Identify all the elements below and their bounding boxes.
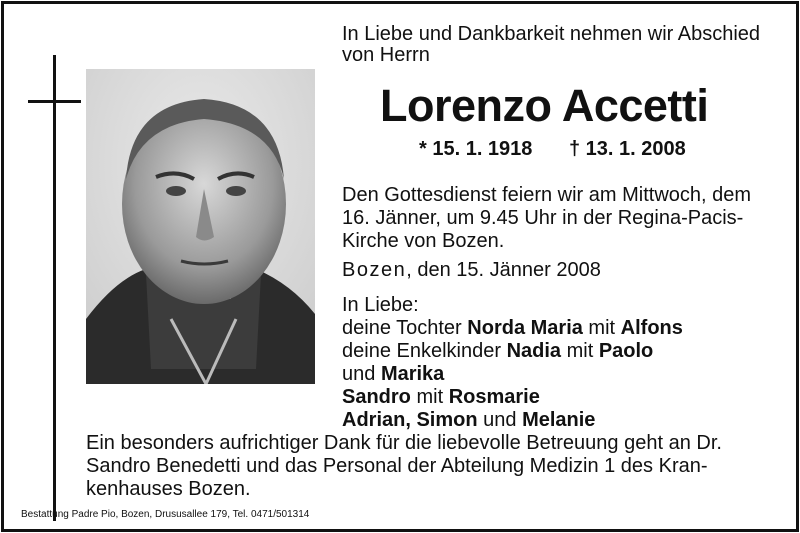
- mourner-name: Nadia: [506, 340, 562, 362]
- mourner-text: mit: [582, 317, 621, 339]
- mourner-name: Sandro: [342, 386, 411, 408]
- portrait-photo: [86, 69, 315, 384]
- mourner-name: Alfons: [620, 317, 683, 339]
- mourner-name: Marika: [380, 363, 445, 385]
- mourner-text: und: [342, 363, 381, 385]
- cross-icon-bar: [28, 100, 81, 103]
- funeral-home-footer: Bestattung Padre Pio, Bozen, Drususallee 179, Tel. 0471/501314: [21, 509, 310, 520]
- thanks-line-2: Sandro Benedetti und das Personal der Abteilung Medizin 1 des Kran-: [86, 455, 708, 477]
- mourner-line-2: [342, 339, 653, 363]
- mourner-text: deine Enkelkinder: [342, 340, 507, 362]
- mourner-line-4: [342, 385, 540, 409]
- mourner-line-5: [342, 408, 595, 432]
- mourner-text: und: [477, 409, 523, 431]
- mourner-line-1: [342, 316, 683, 340]
- cross-icon: [53, 55, 56, 521]
- mourner-name: Norda Maria: [467, 317, 583, 339]
- service-line-1: Den Gottesdienst feiern wir am Mittwoch, dem: [342, 184, 752, 206]
- in-liebe: In Liebe:: [342, 294, 419, 316]
- service-line-3: Kirche von Bozen.: [342, 230, 505, 252]
- death-date: † 13. 1. 2008: [569, 138, 686, 160]
- place: Bozen: [342, 259, 407, 281]
- mourner-text: mit: [561, 340, 599, 362]
- mourner-text: deine Tochter: [342, 317, 468, 339]
- mourner-text: mit: [410, 386, 449, 408]
- intro-line-2: von Herrn: [342, 44, 430, 66]
- deceased-name: Lorenzo Accetti: [380, 80, 709, 131]
- birth-date: * 15. 1. 1918: [419, 138, 533, 160]
- thanks-line-3: kenhauses Bozen.: [86, 478, 251, 500]
- place-date: [342, 258, 601, 282]
- mourner-name: Paolo: [598, 340, 654, 362]
- mourner-name: Adrian, Simon: [342, 409, 478, 431]
- service-line-2: 16. Jänner, um 9.45 Uhr in der Regina-Pacis-: [342, 207, 744, 229]
- intro-line-1: In Liebe und Dankbarkeit nehmen wir Abschied: [342, 23, 761, 45]
- mourner-name: Melanie: [522, 409, 596, 431]
- date: , den 15. Jänner 2008: [406, 259, 601, 281]
- thanks-line-1: Ein besonders aufrichtiger Dank für die liebevolle Betreuung geht an Dr.: [86, 432, 722, 454]
- mourner-line-3: [342, 362, 444, 386]
- mourner-name: Rosmarie: [448, 386, 540, 408]
